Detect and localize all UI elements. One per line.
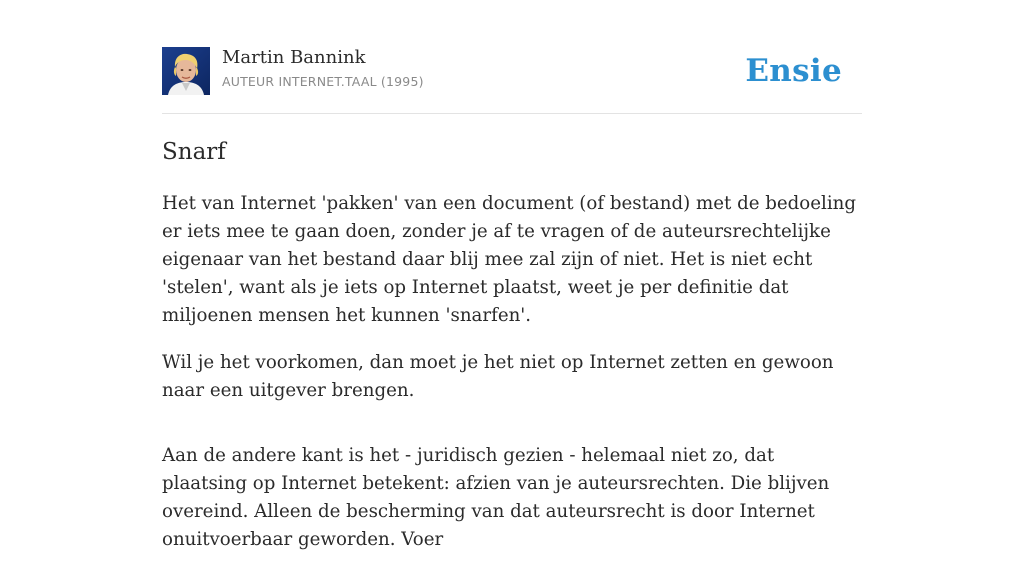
author-name[interactable]: Martin Bannink	[222, 47, 366, 68]
header-divider	[162, 113, 862, 114]
entry-content	[162, 190, 862, 573]
author-header	[162, 46, 862, 96]
author-avatar[interactable]	[162, 47, 210, 95]
entry-title: Snarf	[162, 139, 226, 165]
avatar-portrait-image	[162, 47, 210, 95]
entry-paragraph: Aan de andere kant is het - juridisch gezien - helemaal niet zo, dat plaatsing op Internet betekent: afzien van je auteursrechten. Die blijven overeind. Alleen de bescherming van dat auteursrecht is door Internet onuitvoerbaar geworden. Voer	[162, 445, 830, 550]
ensie-logo-link[interactable]: Ensie	[745, 53, 842, 89]
entry-paragraph: Wil je het voorkomen, dan moet je het niet op Internet zetten en gewoon naar een uitgever brengen.	[162, 352, 834, 401]
author-subtitle: AUTEUR INTERNET.TAAL (1995)	[222, 74, 424, 89]
entry-paragraph: Het van Internet 'pakken' van een document (of bestand) met de bedoeling er iets mee te gaan doen, zonder je af te vragen of de auteursrechtelijke eigenaar van het bestand daar blij mee zal zijn of niet. Het is niet echt 'stelen', want als je iets op Internet plaatst, weet je per definitie dat miljoenen mensen het kunnen 'snarfen'.	[162, 193, 857, 326]
